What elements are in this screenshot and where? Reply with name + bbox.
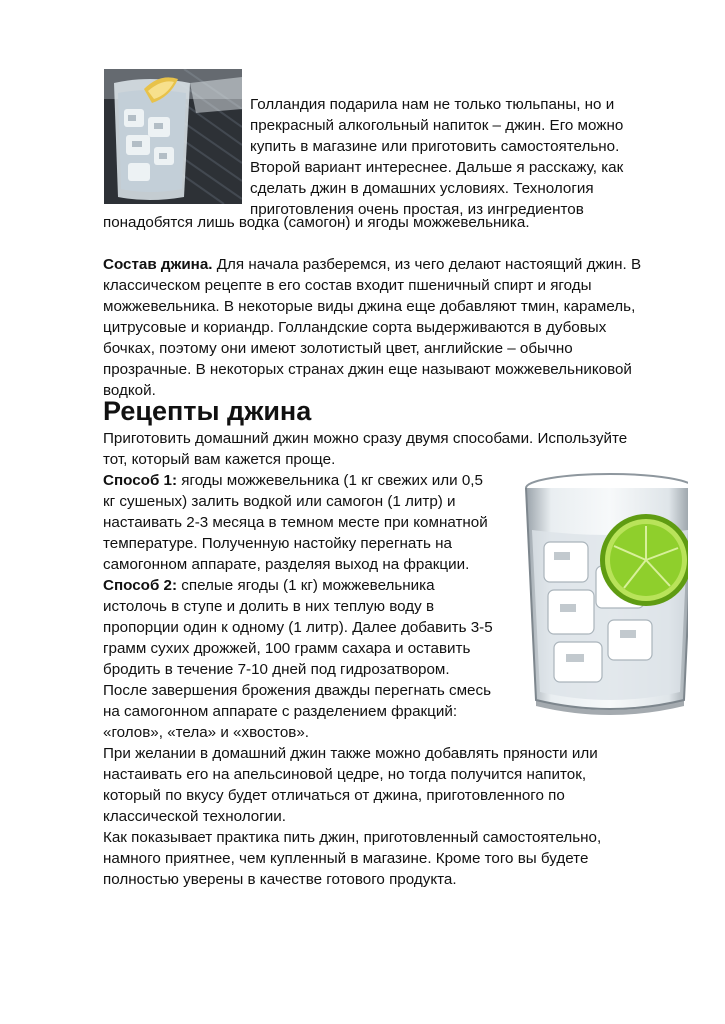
method1-line: кг сушеных) залить водкой или самогон (1 литр) и xyxy=(103,493,456,510)
method2-line: пропорции один к одному (1 литр). Далее добавить 3-5 xyxy=(103,619,493,636)
composition-line: цитрусовые и кориандр. Голландские сорта выдерживаются в дубовых xyxy=(103,319,607,336)
method2-line: на самогонном аппарате с разделением фракций: xyxy=(103,703,458,720)
method2-line: После завершения брожения дважды перегнать смесь xyxy=(103,682,492,699)
intro-last-line xyxy=(103,212,530,233)
spices-line: который по вкусу будет отличаться от джина, приготовленного по xyxy=(103,787,565,804)
intro-line: Второй вариант интереснее. Дальше я расскажу, как xyxy=(250,159,624,176)
method1-line: самогонном аппарате, разделяя выход на фракции. xyxy=(103,556,470,573)
recipes-intro-line: Приготовить домашний джин можно сразу двумя способами. Используйте xyxy=(103,430,628,447)
conclusion-line: полностью уверены в качестве готового продукта. xyxy=(103,871,457,888)
intro-line: приготовления очень простая, из ингредиентов xyxy=(250,201,584,218)
intro-line: прекрасный алкогольный напиток – джин. Его можно xyxy=(250,117,624,134)
spices-line: классической технологии. xyxy=(103,808,286,825)
method2-line: «голов», «тела» и «хвостов». xyxy=(103,724,309,741)
composition-line: можжевельника. В некоторые виды джина еще добавляют тмин, карамель, xyxy=(103,298,636,315)
recipes-intro-line: тот, который вам кажется проще. xyxy=(103,451,336,468)
intro-paragraph xyxy=(250,94,623,220)
method2-text: спелые ягоды (1 кг) можжевельника xyxy=(177,577,435,594)
conclusion-line: Как показывает практика пить джин, приготовленный самостоятельно, xyxy=(103,829,602,846)
method1-label: Способ 1: xyxy=(103,472,178,489)
intro-line: понадобятся лишь водка (самогон) и ягоды можжевельника. xyxy=(103,214,530,231)
composition-line: прозрачные. В некоторых странах джин еще называют можжевельниковой xyxy=(103,361,632,378)
composition-line: водкой. xyxy=(103,382,156,399)
composition-line: классическом рецепте в его состав входит пшеничный спирт и ягоды xyxy=(103,277,592,294)
conclusion-line: намного приятнее, чем купленный в магазине. Кроме того вы будете xyxy=(103,850,589,867)
gin-glass-lemon-photo xyxy=(104,69,242,204)
method2-line: бродить в течение 7-10 дней под гидрозатвором. xyxy=(103,661,450,678)
composition-label: Состав джина. xyxy=(103,256,213,273)
method1-line: настаивать 2-3 месяца в темном месте при комнатной xyxy=(103,514,488,531)
composition-line: бочках, поэтому они имеют золотистый цвет, английские – обычно xyxy=(103,340,573,357)
composition-text: Для начала разберемся, из чего делают настоящий джин. В xyxy=(212,256,642,273)
method2-line: истолочь в ступе и долить в них теплую воду в xyxy=(103,598,435,615)
composition-paragraph xyxy=(103,254,641,401)
intro-line: купить в магазине или приготовить самостоятельно. xyxy=(250,138,620,155)
method1-line: температуре. Полученную настойку перегнать на xyxy=(103,535,452,552)
gin-glass-lime-photo xyxy=(518,470,703,720)
spices-line: При желании в домашний джин также можно добавлять пряности или xyxy=(103,745,598,762)
method1-text: ягоды можжевельника (1 кг свежих или 0,5 xyxy=(177,472,483,489)
method2-line: грамм сухих дрожжей, 100 грамм сахара и оставить xyxy=(103,640,471,657)
spices-line: настаивать его на апельсиновой цедре, но тогда получится напиток, xyxy=(103,766,587,783)
intro-line: сделать джин в домашних условиях. Технология xyxy=(250,180,594,197)
method2-label: Способ 2: xyxy=(103,577,178,594)
recipes-heading: Рецепты джина xyxy=(103,396,312,426)
intro-line: Голландия подарила нам не только тюльпаны, но и xyxy=(250,96,615,113)
